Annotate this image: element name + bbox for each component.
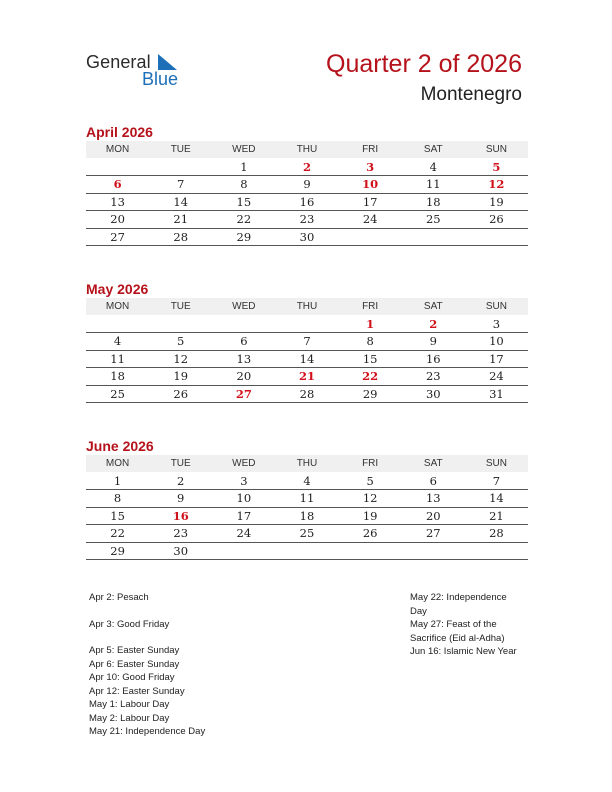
day-cell: 20 xyxy=(402,507,465,525)
day-cell: 9 xyxy=(402,333,465,351)
note-line: Apr 5: Easter Sunday xyxy=(89,645,180,656)
day-cell: 30 xyxy=(402,385,465,403)
day-cell: 4 xyxy=(275,472,338,490)
month-title: June 2026 xyxy=(86,438,154,454)
day-cell: 29 xyxy=(86,542,149,560)
day-cell: 28 xyxy=(275,385,338,403)
calendar-table xyxy=(86,141,528,246)
day-cell: 19 xyxy=(339,507,402,525)
week-row xyxy=(86,542,528,560)
page-title: Quarter 2 of 2026 xyxy=(326,50,522,78)
day-cell: 17 xyxy=(212,507,275,525)
week-row xyxy=(86,211,528,229)
weekday-header: TUE xyxy=(149,141,212,158)
day-cell: 14 xyxy=(149,193,212,211)
empty-day-cell xyxy=(339,542,402,560)
weekday-header: FRI xyxy=(339,141,402,158)
day-cell: 16 xyxy=(402,350,465,368)
month-may xyxy=(86,280,528,403)
country-name: Montenegro xyxy=(420,84,522,105)
day-cell: 9 xyxy=(275,176,338,194)
day-cell: 30 xyxy=(149,542,212,560)
note-line: Sacrifice (Eid al-Adha) xyxy=(410,632,505,644)
weekday-header: TUE xyxy=(149,298,212,315)
weekday-header: WED xyxy=(212,455,275,472)
day-cell: 11 xyxy=(275,490,338,508)
empty-day-cell xyxy=(212,542,275,560)
day-cell: 27 xyxy=(402,525,465,543)
empty-day-cell xyxy=(275,315,338,333)
day-cell: 15 xyxy=(339,350,402,368)
empty-day-cell xyxy=(212,315,275,333)
day-cell: 16 xyxy=(149,507,212,525)
day-cell: 6 xyxy=(212,333,275,351)
day-cell: 18 xyxy=(86,368,149,386)
weekday-header: MON xyxy=(86,141,149,158)
day-cell: 3 xyxy=(339,158,402,176)
week-row xyxy=(86,176,528,194)
weekday-header: SUN xyxy=(465,298,528,315)
note-line: May 21: Independence Day xyxy=(89,726,206,737)
note-line: Jun 16: Islamic New Year xyxy=(410,646,517,657)
weekday-header-row xyxy=(86,141,528,158)
day-cell: 13 xyxy=(402,490,465,508)
day-cell: 8 xyxy=(339,333,402,351)
note-line: Apr 3: Good Friday xyxy=(89,618,170,630)
weekday-header: SUN xyxy=(465,141,528,158)
weekday-header: THU xyxy=(275,455,338,472)
day-cell: 10 xyxy=(212,490,275,508)
day-cell: 1 xyxy=(212,158,275,176)
note-line: May 1: Labour Day xyxy=(89,699,170,710)
day-cell: 19 xyxy=(149,368,212,386)
day-cell: 12 xyxy=(465,176,528,194)
empty-day-cell xyxy=(339,228,402,246)
day-cell: 25 xyxy=(402,211,465,229)
day-cell: 18 xyxy=(402,193,465,211)
note-line: Apr 12: Easter Sunday xyxy=(89,685,185,697)
empty-day-cell xyxy=(275,542,338,560)
logo-text-blue: Blue xyxy=(142,69,179,89)
day-cell: 1 xyxy=(339,315,402,333)
weekday-header: SUN xyxy=(465,455,528,472)
day-cell: 7 xyxy=(275,333,338,351)
note-line: Apr 10: Good Friday xyxy=(89,672,175,683)
day-cell: 29 xyxy=(339,385,402,403)
day-cell: 14 xyxy=(465,490,528,508)
note-line: Day xyxy=(410,605,427,617)
day-cell: 26 xyxy=(465,211,528,229)
day-cell: 2 xyxy=(275,158,338,176)
weekday-header: MON xyxy=(86,298,149,315)
day-cell: 3 xyxy=(212,472,275,490)
day-cell: 19 xyxy=(465,193,528,211)
day-cell: 5 xyxy=(339,472,402,490)
week-row xyxy=(86,333,528,351)
day-cell: 26 xyxy=(149,385,212,403)
day-cell: 25 xyxy=(275,525,338,543)
day-cell: 6 xyxy=(402,472,465,490)
empty-day-cell xyxy=(402,228,465,246)
day-cell: 3 xyxy=(465,315,528,333)
month-title: May 2026 xyxy=(86,281,149,297)
weekday-header: FRI xyxy=(339,298,402,315)
empty-day-cell xyxy=(149,158,212,176)
empty-day-cell xyxy=(465,228,528,246)
weekday-header: THU xyxy=(275,298,338,315)
day-cell: 18 xyxy=(275,507,338,525)
day-cell: 5 xyxy=(149,333,212,351)
day-cell: 16 xyxy=(275,193,338,211)
day-cell: 10 xyxy=(465,333,528,351)
calendar-table xyxy=(86,455,528,560)
note-line: May 2: Labour Day xyxy=(89,712,170,724)
day-cell: 24 xyxy=(465,368,528,386)
day-cell: 21 xyxy=(465,507,528,525)
day-cell: 12 xyxy=(339,490,402,508)
day-cell: 23 xyxy=(149,525,212,543)
day-cell: 23 xyxy=(402,368,465,386)
day-cell: 4 xyxy=(86,333,149,351)
day-cell: 12 xyxy=(149,350,212,368)
day-cell: 21 xyxy=(275,368,338,386)
weekday-header: TUE xyxy=(149,455,212,472)
day-cell: 22 xyxy=(339,368,402,386)
day-cell: 15 xyxy=(86,507,149,525)
note-line: May 27: Feast of the xyxy=(410,619,497,630)
day-cell: 5 xyxy=(465,158,528,176)
day-cell: 28 xyxy=(465,525,528,543)
week-row xyxy=(86,158,528,176)
week-row xyxy=(86,193,528,211)
weekday-header-row xyxy=(86,298,528,315)
note-line: Apr 2: Pesach xyxy=(89,592,149,603)
day-cell: 4 xyxy=(402,158,465,176)
week-row xyxy=(86,315,528,333)
logo xyxy=(86,52,196,88)
weekday-header: MON xyxy=(86,455,149,472)
day-cell: 14 xyxy=(275,350,338,368)
month-title: April 2026 xyxy=(86,124,153,140)
day-cell: 24 xyxy=(339,211,402,229)
day-cell: 13 xyxy=(212,350,275,368)
month-june xyxy=(86,437,528,560)
weekday-header: WED xyxy=(212,298,275,315)
weekday-header: FRI xyxy=(339,455,402,472)
weekday-header-row xyxy=(86,455,528,472)
month-april xyxy=(86,123,528,246)
day-cell: 9 xyxy=(149,490,212,508)
day-cell: 11 xyxy=(402,176,465,194)
day-cell: 17 xyxy=(339,193,402,211)
day-cell: 6 xyxy=(86,176,149,194)
week-row xyxy=(86,507,528,525)
week-row xyxy=(86,490,528,508)
empty-day-cell xyxy=(86,315,149,333)
day-cell: 26 xyxy=(339,525,402,543)
day-cell: 7 xyxy=(465,472,528,490)
day-cell: 17 xyxy=(465,350,528,368)
day-cell: 20 xyxy=(212,368,275,386)
day-cell: 8 xyxy=(212,176,275,194)
day-cell: 11 xyxy=(86,350,149,368)
week-row xyxy=(86,350,528,368)
day-cell: 10 xyxy=(339,176,402,194)
note-line: Apr 6: Easter Sunday xyxy=(89,658,180,670)
weekday-header: SAT xyxy=(402,298,465,315)
day-cell: 2 xyxy=(402,315,465,333)
weekday-header: WED xyxy=(212,141,275,158)
day-cell: 24 xyxy=(212,525,275,543)
day-cell: 2 xyxy=(149,472,212,490)
empty-day-cell xyxy=(465,542,528,560)
week-row xyxy=(86,472,528,490)
day-cell: 13 xyxy=(86,193,149,211)
weekday-header: SAT xyxy=(402,455,465,472)
weekday-header: THU xyxy=(275,141,338,158)
day-cell: 29 xyxy=(212,228,275,246)
week-row xyxy=(86,525,528,543)
logo-text-general: General xyxy=(86,52,151,72)
week-row xyxy=(86,385,528,403)
weekday-header: SAT xyxy=(402,141,465,158)
day-cell: 25 xyxy=(86,385,149,403)
day-cell: 8 xyxy=(86,490,149,508)
note-line: May 22: Independence xyxy=(410,592,507,603)
day-cell: 30 xyxy=(275,228,338,246)
day-cell: 27 xyxy=(86,228,149,246)
week-row xyxy=(86,228,528,246)
day-cell: 7 xyxy=(149,176,212,194)
day-cell: 28 xyxy=(149,228,212,246)
empty-day-cell xyxy=(149,315,212,333)
day-cell: 31 xyxy=(465,385,528,403)
day-cell: 1 xyxy=(86,472,149,490)
holiday-notes-left xyxy=(89,591,205,739)
day-cell: 15 xyxy=(212,193,275,211)
week-row xyxy=(86,368,528,386)
day-cell: 22 xyxy=(86,525,149,543)
day-cell: 22 xyxy=(212,211,275,229)
day-cell: 27 xyxy=(212,385,275,403)
day-cell: 21 xyxy=(149,211,212,229)
day-cell: 20 xyxy=(86,211,149,229)
empty-day-cell xyxy=(86,158,149,176)
day-cell: 23 xyxy=(275,211,338,229)
empty-day-cell xyxy=(402,542,465,560)
calendar-table xyxy=(86,298,528,403)
holiday-notes-right xyxy=(410,591,517,659)
